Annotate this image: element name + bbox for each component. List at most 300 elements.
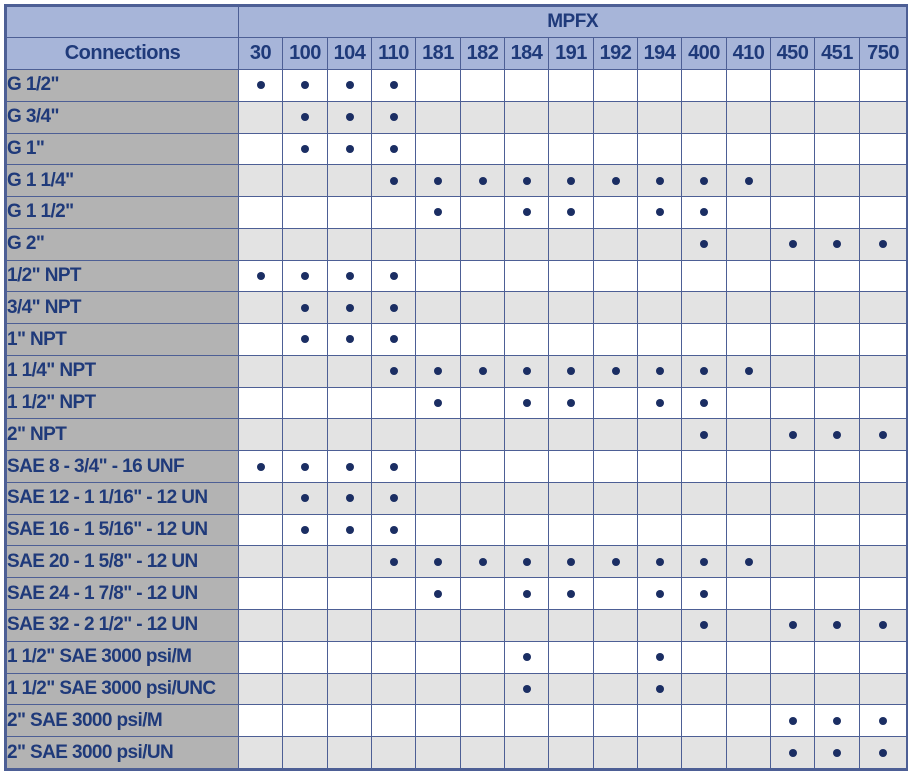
table-cell xyxy=(727,641,771,673)
table-cell xyxy=(416,641,461,673)
column-header-192: 192 xyxy=(594,38,638,70)
compatible-dot-icon xyxy=(879,431,887,439)
compatible-dot-icon xyxy=(700,399,708,407)
table-cell xyxy=(328,101,372,133)
table-row xyxy=(7,705,907,737)
table-cell xyxy=(328,482,372,514)
table-cell xyxy=(505,165,549,197)
table-cell xyxy=(638,165,682,197)
table-cell xyxy=(771,546,815,578)
table-cell xyxy=(461,292,505,324)
table-cell xyxy=(283,673,328,705)
table-row xyxy=(7,197,907,229)
table-cell xyxy=(283,705,328,737)
table-cell xyxy=(549,482,594,514)
table-cell xyxy=(239,228,283,260)
table-cell xyxy=(461,641,505,673)
table-cell xyxy=(815,228,860,260)
table-cell xyxy=(815,70,860,102)
table-cell xyxy=(416,419,461,451)
table-cell xyxy=(860,451,907,483)
table-cell xyxy=(416,514,461,546)
table-cell xyxy=(860,546,907,578)
table-cell xyxy=(771,387,815,419)
table-cell xyxy=(682,451,727,483)
compatible-dot-icon xyxy=(656,208,664,216)
table-cell xyxy=(549,101,594,133)
table-cell xyxy=(815,101,860,133)
table-row xyxy=(7,228,907,260)
table-cell xyxy=(416,673,461,705)
table-cell xyxy=(549,451,594,483)
table-cell xyxy=(461,737,505,769)
row-label: 2" NPT xyxy=(7,419,239,451)
table-cell xyxy=(682,419,727,451)
compatible-dot-icon xyxy=(656,685,664,693)
table-cell xyxy=(372,641,416,673)
table-cell xyxy=(771,705,815,737)
table-cell xyxy=(549,197,594,229)
compatible-dot-icon xyxy=(833,749,841,757)
compatible-dot-icon xyxy=(523,590,531,598)
row-label: G 2" xyxy=(7,228,239,260)
table-row xyxy=(7,355,907,387)
table-cell xyxy=(239,641,283,673)
table-cell xyxy=(416,197,461,229)
compatible-dot-icon xyxy=(346,113,354,121)
column-header-104: 104 xyxy=(328,38,372,70)
table-cell xyxy=(594,610,638,642)
table-cell xyxy=(328,292,372,324)
table-cell xyxy=(771,228,815,260)
table-cell xyxy=(328,355,372,387)
row-label: 1" NPT xyxy=(7,324,239,356)
table-cell xyxy=(549,673,594,705)
table-cell xyxy=(372,451,416,483)
table-cell xyxy=(283,737,328,769)
table-cell xyxy=(283,228,328,260)
table-row xyxy=(7,70,907,102)
table-cell xyxy=(283,387,328,419)
compatible-dot-icon xyxy=(390,494,398,502)
table-cell xyxy=(727,355,771,387)
table-cell xyxy=(638,610,682,642)
table-cell xyxy=(638,260,682,292)
table-cell xyxy=(771,355,815,387)
table-cell xyxy=(771,101,815,133)
table-cell xyxy=(239,387,283,419)
table-cell xyxy=(860,482,907,514)
compatible-dot-icon xyxy=(346,304,354,312)
table-cell xyxy=(416,578,461,610)
table-cell xyxy=(594,578,638,610)
table-cell xyxy=(594,133,638,165)
table-cell xyxy=(461,673,505,705)
table-cell xyxy=(594,292,638,324)
table-cell xyxy=(328,165,372,197)
compatible-dot-icon xyxy=(346,335,354,343)
compatible-dot-icon xyxy=(833,717,841,725)
column-header-184: 184 xyxy=(505,38,549,70)
table-title: MPFX xyxy=(239,7,907,38)
table-cell xyxy=(461,546,505,578)
table-cell xyxy=(328,324,372,356)
table-cell xyxy=(549,578,594,610)
table-cell xyxy=(505,133,549,165)
table-cell xyxy=(416,355,461,387)
table-cell xyxy=(594,165,638,197)
compatibility-table-frame xyxy=(4,4,908,771)
compatible-dot-icon xyxy=(523,399,531,407)
table-cell xyxy=(505,578,549,610)
table-cell xyxy=(416,546,461,578)
table-cell xyxy=(638,419,682,451)
table-cell xyxy=(283,610,328,642)
row-label: G 1 1/2" xyxy=(7,197,239,229)
table-cell xyxy=(594,737,638,769)
compatible-dot-icon xyxy=(390,304,398,312)
table-cell xyxy=(815,165,860,197)
table-cell xyxy=(461,451,505,483)
table-cell xyxy=(682,101,727,133)
table-cell xyxy=(372,514,416,546)
table-cell xyxy=(505,355,549,387)
compatible-dot-icon xyxy=(879,240,887,248)
table-cell xyxy=(461,165,505,197)
table-cell xyxy=(727,514,771,546)
table-cell xyxy=(505,101,549,133)
table-cell xyxy=(283,546,328,578)
column-header-750: 750 xyxy=(860,38,907,70)
table-cell xyxy=(815,482,860,514)
table-cell xyxy=(328,197,372,229)
compatible-dot-icon xyxy=(700,367,708,375)
table-cell xyxy=(638,641,682,673)
compatible-dot-icon xyxy=(257,272,265,280)
table-row xyxy=(7,610,907,642)
compatible-dot-icon xyxy=(700,558,708,566)
table-cell xyxy=(328,641,372,673)
table-cell xyxy=(239,610,283,642)
table-cell xyxy=(416,324,461,356)
compatible-dot-icon xyxy=(390,463,398,471)
table-cell xyxy=(372,419,416,451)
table-cell xyxy=(283,419,328,451)
table-cell xyxy=(727,324,771,356)
table-cell xyxy=(682,673,727,705)
table-cell xyxy=(239,673,283,705)
table-cell xyxy=(682,292,727,324)
table-cell xyxy=(549,133,594,165)
table-cell xyxy=(727,546,771,578)
compatible-dot-icon xyxy=(567,177,575,185)
table-cell xyxy=(549,705,594,737)
table-cell xyxy=(594,387,638,419)
table-cell xyxy=(638,578,682,610)
table-cell xyxy=(372,705,416,737)
table-cell xyxy=(682,355,727,387)
compatible-dot-icon xyxy=(700,177,708,185)
compatible-dot-icon xyxy=(700,240,708,248)
table-cell xyxy=(638,482,682,514)
table-cell xyxy=(505,451,549,483)
table-cell xyxy=(416,737,461,769)
compatible-dot-icon xyxy=(434,399,442,407)
table-cell xyxy=(283,355,328,387)
table-cell xyxy=(727,737,771,769)
compatible-dot-icon xyxy=(301,304,309,312)
compatible-dot-icon xyxy=(346,81,354,89)
table-cell xyxy=(461,387,505,419)
table-cell xyxy=(505,546,549,578)
table-cell xyxy=(239,292,283,324)
table-cell xyxy=(682,610,727,642)
table-cell xyxy=(549,641,594,673)
table-cell xyxy=(372,133,416,165)
table-cell xyxy=(815,610,860,642)
compatible-dot-icon xyxy=(700,590,708,598)
table-row xyxy=(7,641,907,673)
compatible-dot-icon xyxy=(879,749,887,757)
row-label: SAE 8 - 3/4" - 16 UNF xyxy=(7,451,239,483)
table-cell xyxy=(416,70,461,102)
table-cell xyxy=(239,165,283,197)
table-cell xyxy=(505,610,549,642)
table-cell xyxy=(461,419,505,451)
compatible-dot-icon xyxy=(257,81,265,89)
table-cell xyxy=(860,324,907,356)
compatible-dot-icon xyxy=(612,177,620,185)
table-cell xyxy=(239,355,283,387)
table-cell xyxy=(727,705,771,737)
table-cell xyxy=(860,197,907,229)
row-label: 1 1/2" SAE 3000 psi/UNC xyxy=(7,673,239,705)
table-cell xyxy=(328,514,372,546)
compatible-dot-icon xyxy=(390,177,398,185)
table-cell xyxy=(416,260,461,292)
connection-compatibility-table xyxy=(6,6,907,769)
table-cell xyxy=(638,387,682,419)
table-cell xyxy=(638,292,682,324)
table-cell xyxy=(682,133,727,165)
compatible-dot-icon xyxy=(523,558,531,566)
table-cell xyxy=(771,641,815,673)
compatible-dot-icon xyxy=(346,272,354,280)
column-header-30: 30 xyxy=(239,38,283,70)
table-cell xyxy=(328,673,372,705)
table-cell xyxy=(638,101,682,133)
compatible-dot-icon xyxy=(523,367,531,375)
table-cell xyxy=(416,451,461,483)
table-cell xyxy=(682,641,727,673)
table-cell xyxy=(461,101,505,133)
row-label: G 1" xyxy=(7,133,239,165)
table-cell xyxy=(283,165,328,197)
table-cell xyxy=(549,737,594,769)
table-cell xyxy=(283,101,328,133)
table-cell xyxy=(505,641,549,673)
table-cell xyxy=(815,514,860,546)
table-cell xyxy=(416,387,461,419)
table-cell xyxy=(860,70,907,102)
row-label: 2" SAE 3000 psi/M xyxy=(7,705,239,737)
table-cell xyxy=(549,292,594,324)
table-cell xyxy=(328,610,372,642)
compatible-dot-icon xyxy=(567,208,575,216)
table-cell xyxy=(372,324,416,356)
table-cell xyxy=(860,387,907,419)
table-cell xyxy=(860,133,907,165)
table-cell xyxy=(283,133,328,165)
table-cell xyxy=(372,197,416,229)
table-cell xyxy=(372,387,416,419)
table-cell xyxy=(727,292,771,324)
table-cell xyxy=(682,546,727,578)
table-cell xyxy=(860,355,907,387)
table-cell xyxy=(815,737,860,769)
table-cell xyxy=(815,451,860,483)
table-cell xyxy=(594,482,638,514)
table-cell xyxy=(771,260,815,292)
table-cell xyxy=(727,451,771,483)
table-cell xyxy=(682,324,727,356)
table-cell xyxy=(549,546,594,578)
compatible-dot-icon xyxy=(434,590,442,598)
table-row xyxy=(7,673,907,705)
table-cell xyxy=(682,197,727,229)
table-cell xyxy=(682,705,727,737)
table-cell xyxy=(283,70,328,102)
connections-header: Connections xyxy=(7,38,239,70)
table-cell xyxy=(372,292,416,324)
table-cell xyxy=(594,355,638,387)
table-cell xyxy=(771,70,815,102)
table-cell xyxy=(461,705,505,737)
table-cell xyxy=(461,70,505,102)
compatible-dot-icon xyxy=(301,526,309,534)
table-cell xyxy=(638,705,682,737)
row-label: G 1/2" xyxy=(7,70,239,102)
table-cell xyxy=(594,324,638,356)
table-cell xyxy=(283,292,328,324)
column-header-row xyxy=(7,38,907,70)
table-cell xyxy=(328,451,372,483)
table-cell xyxy=(771,610,815,642)
row-label: G 1 1/4" xyxy=(7,165,239,197)
table-cell xyxy=(505,387,549,419)
table-cell xyxy=(727,419,771,451)
compatible-dot-icon xyxy=(567,367,575,375)
compatible-dot-icon xyxy=(479,367,487,375)
table-cell xyxy=(727,70,771,102)
compatible-dot-icon xyxy=(346,526,354,534)
table-cell xyxy=(638,70,682,102)
table-cell xyxy=(815,419,860,451)
compatible-dot-icon xyxy=(612,558,620,566)
column-header-194: 194 xyxy=(638,38,682,70)
table-cell xyxy=(239,260,283,292)
compatible-dot-icon xyxy=(346,463,354,471)
table-cell xyxy=(372,578,416,610)
table-cell xyxy=(328,133,372,165)
compatible-dot-icon xyxy=(656,653,664,661)
table-cell xyxy=(638,514,682,546)
table-cell xyxy=(771,482,815,514)
table-cell xyxy=(815,133,860,165)
table-cell xyxy=(638,355,682,387)
compatible-dot-icon xyxy=(390,113,398,121)
column-header-181: 181 xyxy=(416,38,461,70)
table-cell xyxy=(505,324,549,356)
table-cell xyxy=(239,324,283,356)
table-cell xyxy=(372,546,416,578)
table-cell xyxy=(505,737,549,769)
table-cell xyxy=(638,133,682,165)
table-cell xyxy=(505,260,549,292)
compatible-dot-icon xyxy=(346,494,354,502)
table-cell xyxy=(549,260,594,292)
row-label: SAE 12 - 1 1/16" - 12 UN xyxy=(7,482,239,514)
table-cell xyxy=(815,324,860,356)
table-cell xyxy=(549,228,594,260)
table-cell xyxy=(638,197,682,229)
table-cell xyxy=(594,260,638,292)
compatible-dot-icon xyxy=(656,590,664,598)
compatible-dot-icon xyxy=(390,526,398,534)
compatible-dot-icon xyxy=(700,208,708,216)
table-cell xyxy=(771,737,815,769)
table-cell xyxy=(682,514,727,546)
table-cell xyxy=(416,133,461,165)
table-cell xyxy=(461,514,505,546)
table-cell xyxy=(328,737,372,769)
compatible-dot-icon xyxy=(833,621,841,629)
table-cell xyxy=(638,546,682,578)
table-cell xyxy=(283,260,328,292)
table-cell xyxy=(860,705,907,737)
column-header-410: 410 xyxy=(727,38,771,70)
table-cell xyxy=(372,673,416,705)
table-row xyxy=(7,737,907,769)
row-label: G 3/4" xyxy=(7,101,239,133)
compatible-dot-icon xyxy=(301,463,309,471)
table-cell xyxy=(860,578,907,610)
table-cell xyxy=(505,705,549,737)
table-cell xyxy=(727,133,771,165)
compatible-dot-icon xyxy=(879,621,887,629)
table-cell xyxy=(416,228,461,260)
compatible-dot-icon xyxy=(700,431,708,439)
table-cell xyxy=(505,292,549,324)
table-cell xyxy=(505,70,549,102)
table-cell xyxy=(372,165,416,197)
table-cell xyxy=(727,387,771,419)
table-cell xyxy=(638,324,682,356)
table-cell xyxy=(239,197,283,229)
table-cell xyxy=(682,482,727,514)
table-cell xyxy=(594,197,638,229)
table-cell xyxy=(815,673,860,705)
table-row xyxy=(7,292,907,324)
table-row xyxy=(7,578,907,610)
compatible-dot-icon xyxy=(789,240,797,248)
table-row xyxy=(7,260,907,292)
table-row xyxy=(7,514,907,546)
table-cell xyxy=(239,419,283,451)
table-cell xyxy=(594,641,638,673)
compatible-dot-icon xyxy=(745,177,753,185)
table-cell xyxy=(860,514,907,546)
